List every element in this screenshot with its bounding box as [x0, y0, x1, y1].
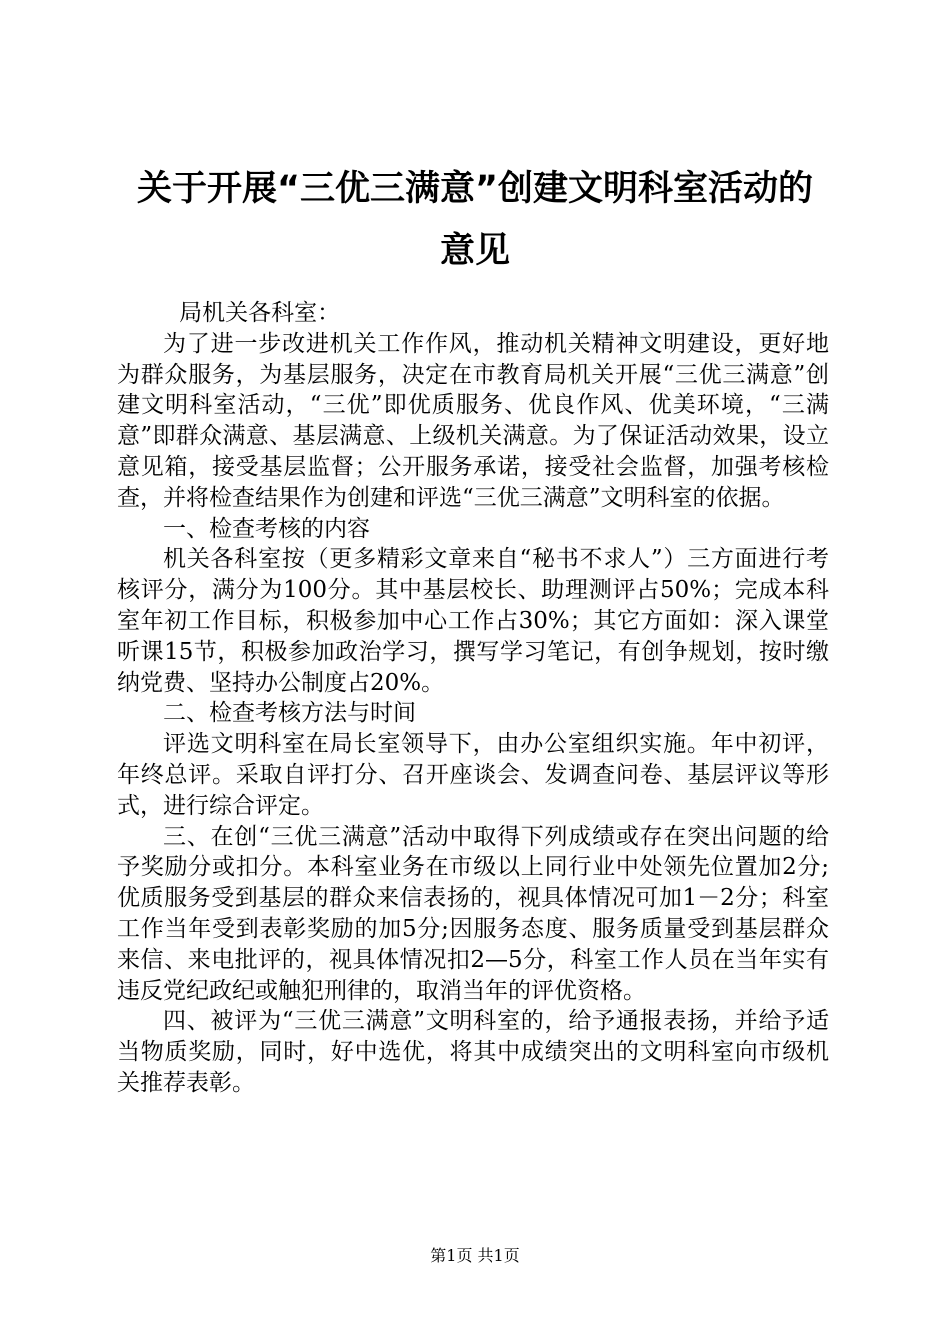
paragraph-intro: 为了进一步改进机关工作作风，推动机关精神文明建设，更好地为群众服务，为基层服务，决定在市教育局机关开展“三优三满意”创建文明科室活动，“三优”即优质服务、优良作风、优美环境，“三满意”即群众满意、基层满意、上级机关满意。为了保证活动效果，设立意见箱，接受基层监督；公开服务承诺，接受社会监督，加强考核检查，并将检查结果作为创建和评选“三优三满意”文明科室的依据。	[117, 330, 829, 511]
paragraph-method: 评选文明科室在局长室领导下，由办公室组织实施。年中初评，年终总评。采取自评打分、召开座谈会、发调查问卷、基层评议等形式，进行综合评定。	[117, 731, 829, 819]
salutation: 局机关各科室：	[179, 300, 341, 326]
page-footer: 第1页 共1页	[430, 1246, 520, 1265]
title-line-1: 关于开展“三优三满意”创建文明科室活动的	[136, 169, 813, 209]
document-title	[115, 158, 835, 282]
section-heading-1: 一、检查考核的内容	[163, 515, 370, 542]
paragraph-section-4: 四、被评为“三优三满意”文明科室的，给予通报表扬，并给予适当物质奖励，同时，好中选优，将其中成绩突出的文明科室向市级机关推荐表彰。	[117, 1008, 829, 1096]
title-line-2: 意见	[439, 231, 510, 271]
paragraph-content: 机关各科室按（更多精彩文章来自“秘书不求人”）三方面进行考核评分，满分为100分。其中基层校长、助理测评占50%；完成本科室年初工作目标，积极参加中心工作占30%；其它方面如：深入课堂听课15节，积极参加政治学习，撰写学习笔记，有创争规划，按时缴纳党费、坚持办公制度占20%。	[117, 546, 829, 696]
section-heading-2: 二、检查考核方法与时间	[163, 700, 416, 727]
document-body	[117, 298, 829, 1099]
paragraph-section-3: 三、在创“三优三满意”活动中取得下列成绩或存在突出问题的给予奖励分或扣分。本科室业务在市级以上同行业中处领先位置加2分;优质服务受到基层的群众来信表扬的，视具体情况可加1－2分；科室工作当年受到表彰奖励的加5分;因服务态度、服务质量受到基层群众来信、来电批评的，视具体情况扣2—5分，科室工作人员在当年实有违反党纪政纪或触犯刑律的，取消当年的评优资格。	[117, 823, 829, 1004]
